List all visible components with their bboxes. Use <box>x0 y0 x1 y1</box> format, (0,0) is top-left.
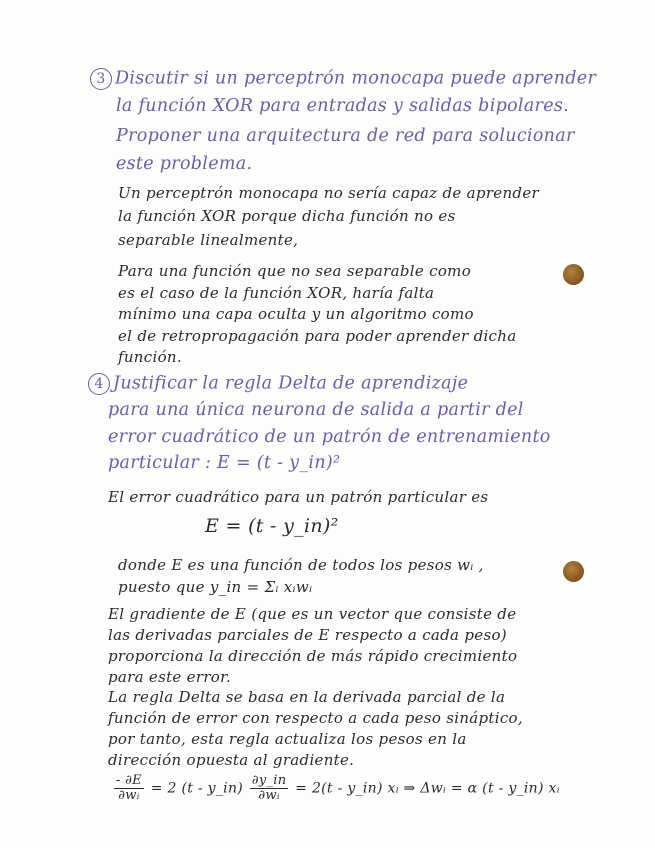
q3-answer-8: función. <box>118 348 182 366</box>
q4-answer-intro: El error cuadrático para un patrón particular es <box>108 488 489 506</box>
partial-yin-over-partial-w <box>250 774 289 803</box>
q4-line-1-text: Justificar la regla Delta de aprendizaje <box>113 373 469 394</box>
step1-denominator: ∂wᵢ <box>258 788 280 803</box>
step1-numerator: ∂y_in <box>251 773 287 788</box>
q3-answer-2: la función XOR porque dicha función no es <box>118 207 456 225</box>
q4-line-2: para una única neurona de salida a partir del <box>108 400 524 420</box>
lhs-numerator: - ∂E <box>116 773 142 788</box>
q3-answer-6: mínimo una capa oculta y un algoritmo como <box>118 305 474 323</box>
q4-line-1 <box>88 373 468 395</box>
q3-answer-5: es el caso de la función XOR, haría falta <box>118 284 435 302</box>
q4-answer-3: El gradiente de E (que es un vector que consiste de <box>108 605 517 623</box>
q4-answer-6: para este error. <box>108 668 232 686</box>
q4-answer-8: función de error con respecto a cada peso sináptico, <box>108 709 523 727</box>
sticker-dot-top <box>563 264 584 285</box>
derivation-step-2: = 2(t - y_in) xᵢ ⇒ Δwᵢ = α (t - y_in) xᵢ <box>295 780 560 797</box>
q3-answer-1: Un perceptrón monocapa no sería capaz de aprender <box>118 184 539 202</box>
q4-answer-2: puesto que y_in = Σᵢ xᵢwᵢ <box>118 578 313 596</box>
q3-line-3: Proponer una arquitectura de red para solucionar <box>116 126 575 146</box>
q4-line-4: particular : E = (t - y_in)² <box>108 453 341 473</box>
q3-line-1-text: Discutir si un perceptrón monocapa puede aprender <box>115 68 597 89</box>
q4-answer-1: donde E es una función de todos los pesos wᵢ , <box>118 556 484 574</box>
derivation-step-1: = 2 (t - y_in) <box>150 780 244 797</box>
partial-e-over-partial-w <box>114 774 144 803</box>
q3-line-4: este problema. <box>116 154 253 174</box>
q3-number: 3 <box>90 68 112 90</box>
q3-line-2: la función XOR para entradas y salidas bipolares. <box>116 96 570 116</box>
q4-number: 4 <box>88 373 110 395</box>
delta-rule-derivation <box>112 774 560 803</box>
q4-answer-7: La regla Delta se basa en la derivada parcial de la <box>108 688 506 706</box>
sticker-dot-bottom <box>563 561 584 582</box>
q3-answer-4: Para una función que no sea separable como <box>118 262 472 280</box>
q4-answer-9: por tanto, esta regla actualiza los pesos en la <box>108 730 467 748</box>
q4-answer-5: proporciona la dirección de más rápido crecimiento <box>108 647 518 665</box>
squared-error-formula: E = (t - y_in)² <box>205 515 339 537</box>
q3-answer-3: separable linealmente, <box>118 231 299 249</box>
q4-answer-10: dirección opuesta al gradiente. <box>108 751 355 769</box>
q4-line-3: error cuadrático de un patrón de entrenamiento <box>108 427 551 447</box>
q3-answer-7: el de retropropagación para poder aprender dicha <box>118 327 517 345</box>
q3-line-1 <box>90 68 596 90</box>
q4-answer-4: las derivadas parciales de E respecto a cada peso) <box>108 626 507 644</box>
lhs-denominator: ∂wᵢ <box>118 788 140 803</box>
